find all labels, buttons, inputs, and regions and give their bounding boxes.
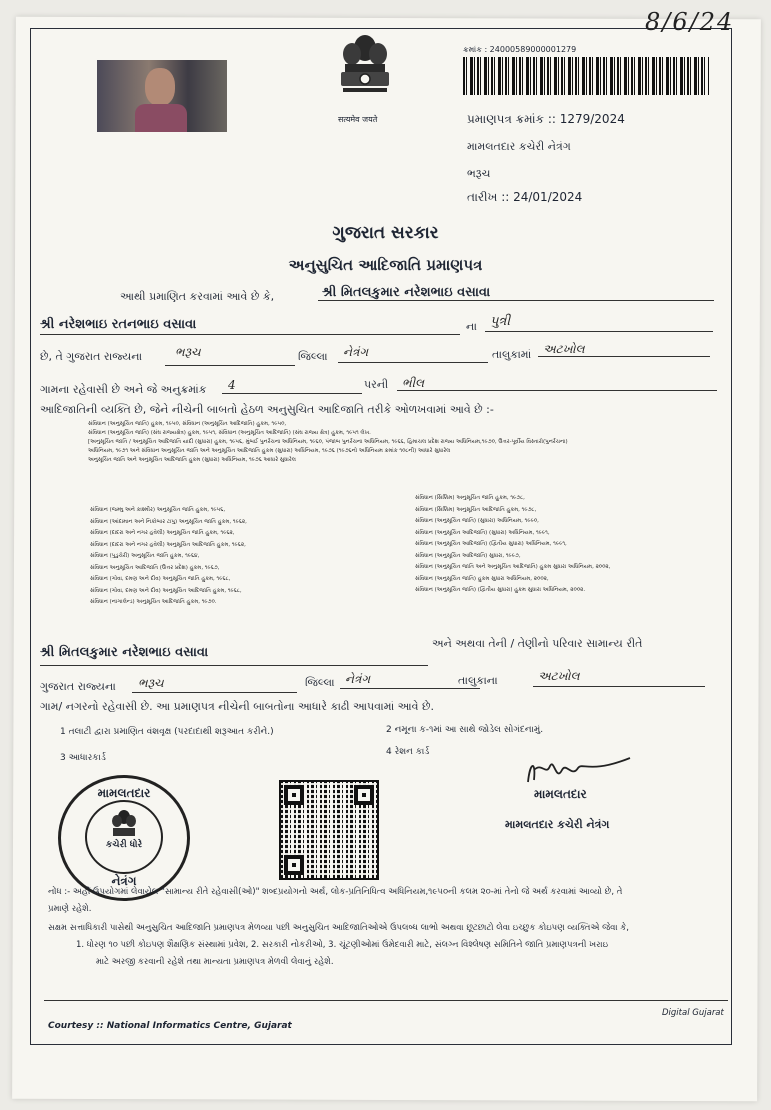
name-underline [318,300,714,301]
order-line: સંવિધાન (અનુસૂચિત આદિજાતિ) (સુધારા) અધિનિયમ, ૧૯૯૧, [415,529,550,536]
notes-block [48,884,720,971]
family-line: અને અથવા તેની / તેણીનો પરિવાર સામાન્ય રીતે [432,637,643,650]
taluka-label: તાલુકામાં [492,348,532,361]
father-name: શ્રી નરેશભાઇ રતનભાઇ વસાવા [40,317,197,332]
order-line: સંવિધાન (સિક્કિમ) અનુસૂચિત જાતિ હુકમ, ૧૯૭૮, [415,495,525,501]
note-line: માટે અરજી કરવાની રહેશે તથા માન્યતા પ્રમાણપત્ર મેળવી લેવાનું રહેશે. [96,957,334,967]
order-line: સંવિધાન (જમ્મુ અને કાશ્મીર) અનુસૂચિત જાતિ હુકમ, ૧૯૫૬, [90,507,226,513]
order-line: સંવિધાન (પુડુચેરી) અનુસૂચિત જાતિ હુકમ, ૧૯૬૪, [90,553,200,559]
lower-applicant-name: શ્રી મિતલકુમાર નરેશભાઇ વસાવા [40,645,209,660]
village-value: અટખોલ [543,342,585,356]
certify-prefix: આથી પ્રમાણિત કરવામાં આવે છે કે, [120,290,275,303]
order-line: સંવિધાન (અનુસૂચિત આદિજાતિ) સુધારા, ૧૯૯૭, [415,552,521,559]
barcode [463,57,709,95]
order-line: સંવિધાન (અનુસૂચિત જાતિ) હુકમ, ૧૯૫૦, સંવિધાન (અનુસૂચિત આદિજાતિ) હુકમ, ૧૯૫૦, [88,421,287,427]
note-line: સક્ષમ સત્તાધિકારી પાસેથી અનુસુચિત આદિજાતિ પ્રમાણપત્ર મેળવ્યા પછી અનુસુચિત આદિજાતિઓએ ઉપલબ્ધ લાભો અથવા છૂટછાટો લેવા ઇચ્છુક કોઇપણ વ્યક્તિએ જેવા કે, [48,923,629,933]
lower-district-taluka: નેત્રંગ [345,672,371,686]
basis-item-1: 1 તલાટી દ્વારા પ્રમાણિત વંશવૃક્ષ (પરદાદાથી શરૂઆત કરીને.) [60,727,274,737]
orders-right-column [415,493,705,597]
issuing-district: ભરૂચ [467,167,491,180]
applicant-name: શ્રી મિતલકુમાર નરેશભાઇ વસાવા [322,285,491,300]
lower-district-label: જિલ્લા [305,676,335,689]
digital-gujarat-brand: Digital Gujarat [662,1008,724,1018]
order-line: [અનુસૂચિત જાતિ / અનુસૂચિત આદિજાતિ યાદી (સુધારા) હુકમ, ૧૯૫૬, મુંબઈ પુનર્રચના અધિનિયમ, ૧૯૬૦, પંજાબ પુનર્રચના અધિનિયમ, ૧૯૬૬, હિમાચલ પ્રદેશ રાજ્ય અધિનિયમ,૧૯૭૦, ઉત્તર-પૂર્વીય વિસ્તારો(પુનર્રચના) [88,439,568,445]
district-taluka-value: નેત્રંગ [343,345,369,359]
district-label: જિલ્લા [298,350,328,363]
tribe-value: ભીલ [402,376,425,390]
lower-taluka-label: તાલુકાના [458,674,498,687]
order-line: સંવિધાન (અનુસૂચિત જાતિ) હુકમ સુધારા અધિનિયમ, ૨૦૦૨, [415,575,549,582]
seal-top-text: મામલતદાર [97,786,151,800]
order-line: સંવિધાન (અનુસૂચિત જાતિ અને અનુસૂચિત આદિજાતિ) હુકમ સુધારા અધિનિયમ, ૨૦૦૨, [415,564,611,570]
basis-item-4: 4 રેશન કાર્ડ [386,747,430,757]
order-line: સંવિધાન (નાગાલેન્ડ) અનુસૂચિત આદિજાતિ હુકમ, ૧૯૭૦. [90,599,217,605]
order-line: સંવિધાન (દાદરા અને નગર હવેલી) અનુસૂચિત આદિજાતિ હુકમ, ૧૯૬૨, [90,541,246,548]
resident-line: ગામના રહેવાસી છે અને જે અનુક્રમાંક [40,383,207,396]
certificate-number: પ્રમાણપત્ર ક્રમાંક :: 1279/2024 [467,112,625,126]
lower-taluka-underline [340,688,480,689]
seal-bottom-text: નેત્રંગ [111,874,137,888]
village-underline [538,356,710,357]
district-value: ભરૂચ [175,345,201,359]
office-seal [58,775,190,901]
taluka-underline [338,362,488,363]
serial-number: ક્રમાંક : 24000589000001279 [463,45,577,54]
note-line: 1. ધોરણ ૧૦ પછી કોઇપણ શૈક્ષણિક સંસ્થામાં પ્રવેશ, 2. સરકારી નોકરીઓ, 3. ચૂંટણીઓમાં ઉમેદવારી માટે, સંલગ્ન વિશ્લેષણ સમિતિને જાતિ પ્રમાણપત્રની ખરાઇ [76,940,609,950]
qr-code [279,780,379,880]
orders-left-column [90,505,390,609]
signature-mark [520,752,635,792]
order-line: સંવિધાન (અનુસૂચિત જાતિ) (દ્વિતીય સુધારા) હુકમ સુધારા અધિનિયમ, ૨૦૦૨. [415,587,586,593]
document-title: ગુજરાત સરકાર [332,223,439,243]
lower-district-underline [132,692,297,693]
order-line: સંવિધાન (આંદામાન અને નિકોબાર ટાપુ) અનુસૂચિત જાતિ હુકમ, ૧૯૬૨, [90,518,247,525]
signatory-title: મામલતદાર [534,787,587,801]
order-line: સંવિધાન (અનુસૂચિત જાતિ) (સંઘ રાજ્યક્ષેત્ર) હુકમ, ૧૯૫૧, સંવિધાન (અનુસૂચિત આદિજાતિ) (સંઘ રાજ્ય ક્ષેત્ર) હુકમ, ૧૯૫૧ લેખ. [88,430,371,436]
lower-state-prefix: ગુજરાત રાજ્યના [40,680,116,693]
issue-basis-line: ગામ/ નગરનો રહેવાસી છે. આ પ્રમાણપત્ર નીચેની બાબતોના આધારે કાઢી આપવામાં આવે છે. [40,700,435,713]
father-underline [40,334,460,335]
lower-village-value: અટખોલ [538,669,580,683]
signatory-office: મામલતદાર કચેરી નેત્રંગ [505,818,610,831]
emblem-motto: सत्यमेव जयते [338,115,378,124]
issue-date: તારીખ :: 24/01/2024 [467,190,583,204]
tribal-statement: આદિજાતિની વ્યક્તિ છે, જેને નીચેની બાબતો હેઠળ અનુસુચિત આદિજાતિ તરીકે ઓળખવામાં આવે છે :- [40,403,494,416]
national-emblem-icon [335,30,395,112]
order-line: સંવિધાન (અનુસૂચિત જાતિ) (સુધારા) અધિનિયમ, ૧૯૯૦, [415,518,539,524]
applicant-photo [97,60,227,132]
serial-underline [222,393,362,394]
lower-name-underline [40,665,428,666]
basis-item-3: 3 આધારકાર્ડ [60,753,106,763]
footer-rule [44,1000,728,1001]
lower-village-underline [533,686,705,687]
relation-label: ના [466,320,477,333]
order-line: સંવિધાન (દાદરા અને નગર હવેલી) અનુસૂચિત જાતિ હુકમ, ૧૯૬૨, [90,530,235,536]
tribe-label: પરની [364,378,389,391]
handwritten-date-note: 8/6/24 [645,8,735,36]
tribe-underline [397,390,717,391]
order-line: સંવિધાન (અનુસૂચિત આદિજાતિ) (દ્વિતીય સુધારા) અધિનિયમ, ૧૯૯૧, [415,541,567,547]
basis-item-2: 2 નમૂના ક-૧માં આ સાથે જોડેલ સોગંદનામું. [386,725,544,735]
order-line: સંવિધાન (ગોવા, દમણ અને દીવ) અનુસૂચિત જાતિ હુકમ, ૧૯૬૮, [90,576,231,582]
relation-value: પુત્રી [490,314,511,329]
relation-underline [485,331,713,332]
orders-top-block [88,420,688,465]
lower-district-value: ભરૂચ [138,676,164,690]
seal-middle-text: કચેરી ધોરે [105,840,143,850]
issuing-office: મામલતદાર કચેરી નેત્રંગ [467,140,571,153]
serial-no-value: 4 [228,378,236,392]
order-line: સંવિધાન (ગોવા, દમણ અને દીવ) અનુસૂચિત આદિજાતિ હુકમ, ૧૯૬૮, [90,587,242,594]
state-prefix: છે, તે ગુજરાત રાજ્યના [40,350,143,363]
courtesy-text: Courtesy :: National Informatics Centre, Gujarat [48,1021,292,1031]
order-line: સંવિધાન (સિક્કિમ) અનુસૂચિત આદિજાતિ હુકમ, ૧૯૭૮, [415,506,537,513]
document-subtitle: અનુસુચિત આદિજાતિ પ્રમાણપત્ર [288,256,483,274]
seal-emblem-icon [109,808,139,842]
order-line: અનુસૂચિત જાતિ અને અનુસૂચિત આદિજાતિ હુકમ (સુધારા) અધિનિયમ, ૧૯૭૬ આધારે સુધારેલ [88,457,296,463]
note-line: પ્રમાણે રહેશે. [48,904,92,914]
note-line: નોંધ :- અહીં ઉપયોગમાં લેવાયેલ "સામાન્ય રીતે રહેવાસી(ઓ)" શબ્દપ્રયોગનો અર્થ, લોક-પ્રતિનિધિત્વ અધિનિયમ,૧૯૫૦ની કલમ ૨૦-માં તેનો જે અર્થ કરવામાં આવ્યો છે, તે [48,887,623,897]
order-line: સંવિધાન અનુસૂચિત આદિજાતિ (ઉત્તર પ્રદેશ) હુકમ, ૧૯૬૭, [90,564,220,571]
order-line: અધિનિયમ, ૧૯૭૧ અને સંવિધાન અનુસૂચિત જાતિ અને અનુસૂચિત આદિજાતિ હુકમ (સુધારા) અધિનિયમ, ૧૯૭૬ (૧૯૭૬નો અધિનિયમ ક્રમાંક ૧૦૮ની) આધારે સુધારેલ [88,448,451,454]
district-underline [165,365,295,366]
